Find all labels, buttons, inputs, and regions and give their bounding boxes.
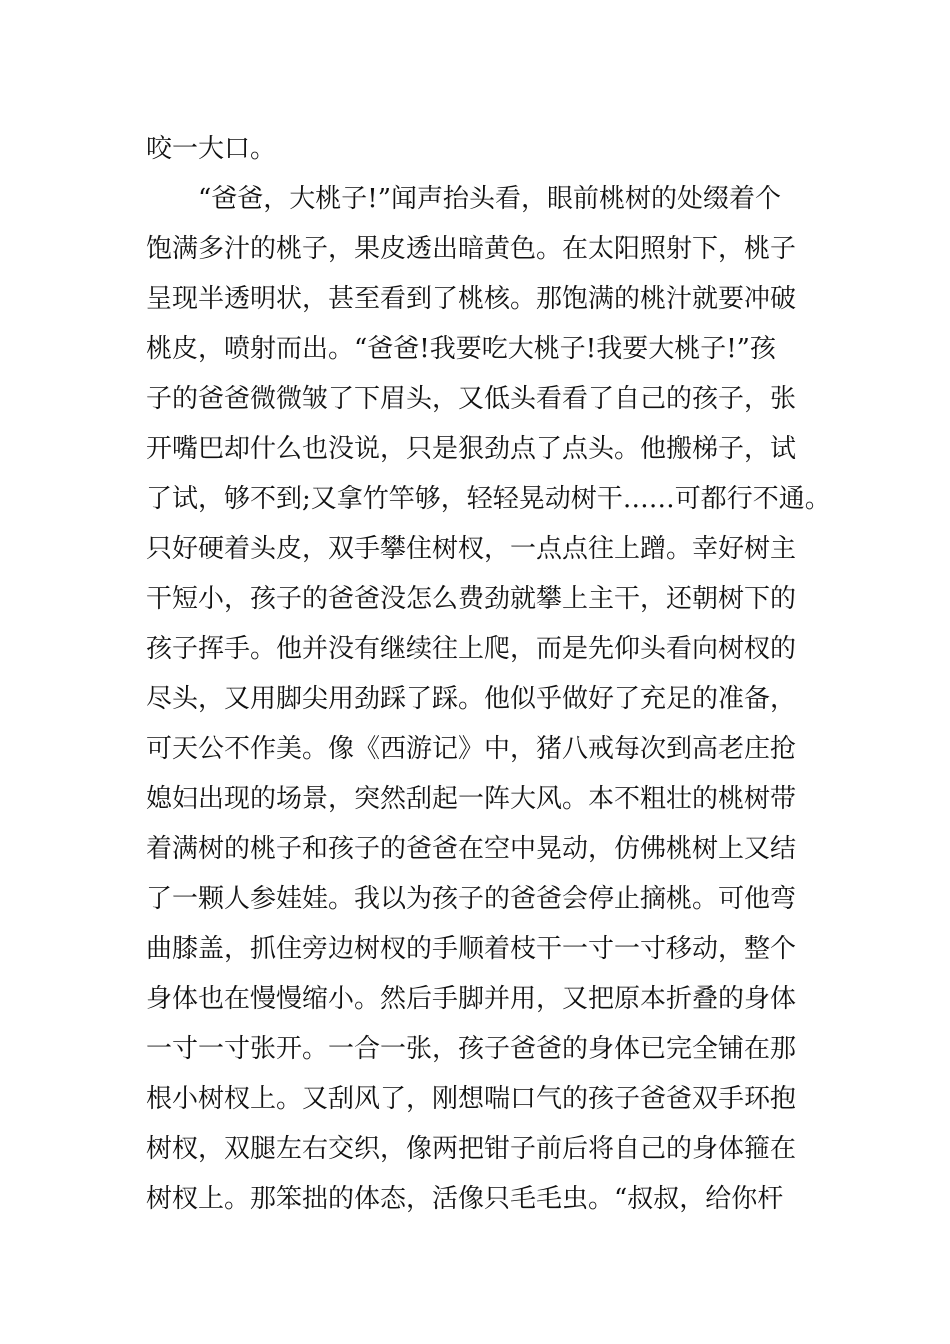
text-line: 子的爸爸微微皱了下眉头，又低头看看了自己的孩子，张 <box>146 384 797 414</box>
text-line: 身体也在慢慢缩小。然后手脚并用，又把原本折叠的身体 <box>146 984 797 1014</box>
text-line: 桃皮，喷射而出。“爸爸!我要吃大桃子!我要大桃子!”孩 <box>146 334 776 364</box>
text-line: 曲膝盖，抓住旁边树杈的手顺着枝干一寸一寸移动，整个 <box>146 934 797 964</box>
text-line: 了试，够不到;又拿竹竿够，轻轻晃动树干……可都行不通。 <box>146 484 831 514</box>
text-line: 饱满多汁的桃子，果皮透出暗黄色。在太阳照射下，桃子 <box>146 234 797 264</box>
text-line: 干短小，孩子的爸爸没怎么费劲就攀上主干，还朝树下的 <box>146 584 797 614</box>
text-line: 树杈上。那笨拙的体态，活像只毛毛虫。“叔叔，给你杆 <box>146 1184 784 1214</box>
text-line: 只好硬着头皮，双手攀住树杈，一点点往上蹭。幸好树主 <box>146 534 797 564</box>
text-line: 树杈，双腿左右交织，像两把钳子前后将自己的身体箍在 <box>146 1134 797 1164</box>
text-line: 一寸一寸张开。一合一张，孩子爸爸的身体已完全铺在那 <box>146 1034 797 1064</box>
text-line: 媳妇出现的场景，突然刮起一阵大风。本不粗壮的桃树带 <box>146 784 797 814</box>
text-line: 咬一大口。 <box>146 134 277 164</box>
text-line: 呈现半透明状，甚至看到了桃核。那饱满的桃汁就要冲破 <box>146 284 797 314</box>
text-line: 根小树杈上。又刮风了，刚想喘口气的孩子爸爸双手环抱 <box>146 1084 797 1114</box>
text-line: 着满树的桃子和孩子的爸爸在空中晃动，仿佛桃树上又结 <box>146 834 797 864</box>
text-line: 开嘴巴却什么也没说，只是狠劲点了点头。他搬梯子，试 <box>146 434 797 464</box>
text-line: 孩子挥手。他并没有继续往上爬，而是先仰头看向树杈的 <box>146 634 797 664</box>
text-line: 了一颗人参娃娃。我以为孩子的爸爸会停止摘桃。可他弯 <box>146 884 797 914</box>
body-text <box>146 124 831 1224</box>
text-line: 尽头，又用脚尖用劲踩了踩。他似乎做好了充足的准备， <box>146 684 797 714</box>
text-line: 可天公不作美。像《西游记》中，猪八戒每次到高老庄抢 <box>146 734 797 764</box>
paragraph-first-line: “爸爸，大桃子!”闻声抬头看，眼前桃树的处缀着个 <box>198 184 782 214</box>
